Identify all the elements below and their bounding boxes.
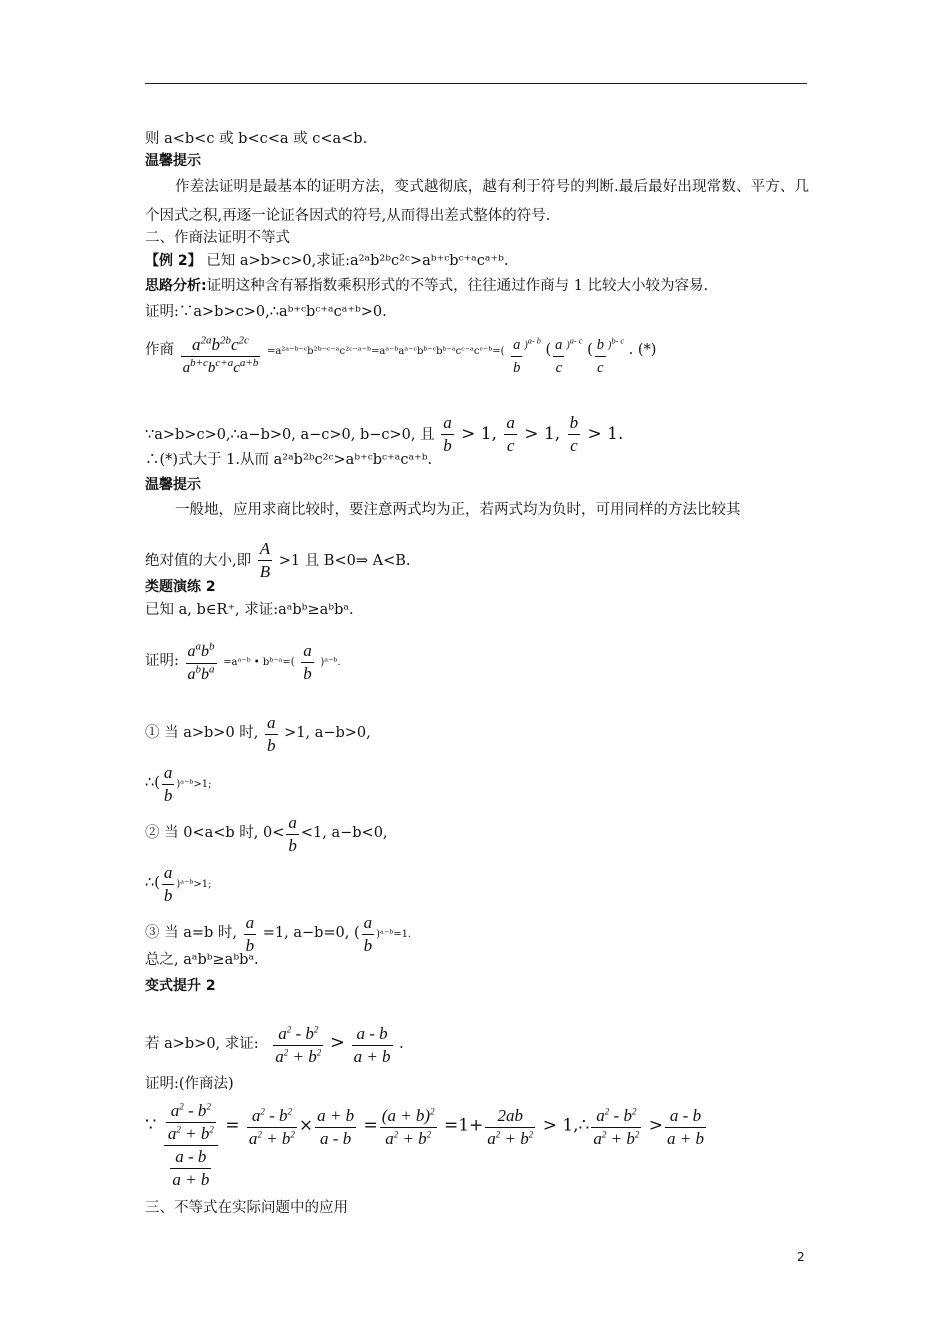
case-1-b: >1, a−b>0,: [284, 725, 371, 741]
example-text: 已知 a>b>c>0,求证:a²ᵃb²ᵇc²ᶜ>aᵇ⁺ᶜbᶜ⁺ᵃcᵃ⁺ᵇ.: [206, 253, 509, 269]
quotient-expansion: =a²ᵃ⁻ᵇ⁻ᶜb²ᵇ⁻ᶜ⁻ᵃc²ᶜ⁻ᵃ⁻ᵇ=aᵃ⁻ᵇaᵃ⁻ᶜbᵇ⁻ᶜbᵇ⁻ᵃcᶜ⁻ᵃcᶜ⁻ᵇ=(: [266, 346, 505, 357]
star-conclusion: ∴(*)式大于 1.从而 a²ᵃb²ᵇc²ᶜ>aᵇ⁺ᶜbᶜ⁺ᵃcᵃ⁺ᵇ.: [145, 452, 433, 468]
analysis-label: 思路分析:: [145, 278, 207, 294]
drill-proof-mid: =aᵃ⁻ᵇ • bᵇ⁻ᵃ=(: [223, 657, 295, 668]
frac-A-B: $\frac{A}{B}$: [259, 539, 271, 581]
section-heading: 二、作商法证明不等式: [145, 230, 290, 246]
frac-step3: $\frac{(a + b)^2}{a^2 + b^2}$: [381, 1106, 435, 1149]
case-3-b: =1, a−b=0, (: [262, 925, 360, 941]
frac-case2b: $\frac{a}{b}$: [163, 863, 173, 905]
compound-fraction: $\frac{\frac{a^2 - b^2}{a^2 + b^2}}{\frac{a - b}{a + b}}$: [164, 1100, 218, 1191]
tip-2-line-1: 一般地，应用求商比较时，要注意两式均为正，若两式均为负时，可用同样的方法比较其: [175, 502, 741, 518]
example-label: 【例 2】: [145, 253, 202, 269]
frac-case3b: $\frac{a}{b}$: [363, 913, 373, 955]
frac-a-over-b: $\frac{a}{b}$: [511, 334, 522, 379]
frac-case1b: $\frac{a}{b}$: [163, 763, 173, 805]
case-1: [145, 712, 371, 757]
frac-ab-ba: $\frac{a^ab^b}{a^bb^a}$: [187, 640, 215, 683]
frac-b-c: $\frac{b}{c}$: [569, 413, 579, 455]
frac-variant-right: $\frac{a - b}{a + b}$: [353, 1024, 391, 1066]
frac-case1: $\frac{a}{b}$: [267, 713, 276, 755]
variant-given-text: 若 a>b>0, 求证:: [145, 1036, 259, 1052]
tip-2-text-b: >1 且 B<0⇒ A<B.: [278, 553, 411, 569]
tip-2-text-a: 绝对值的大小,即: [145, 553, 252, 569]
case-3-c: )ᵃ⁻ᵇ=1.: [376, 929, 412, 940]
frac-step2: $\frac{a + b}{a - b}$: [317, 1106, 355, 1149]
case-2-conclusion: [145, 862, 212, 907]
case-1-c: ∴(: [145, 775, 160, 791]
frac-variant-left: $\frac{a^2 - b^2}{a^2 + b^2}$: [275, 1024, 322, 1066]
drill-proof-prefix: 证明:: [145, 653, 179, 669]
frac-a-b-2: $\frac{a}{b}$: [303, 641, 312, 683]
case-1-d: )ᵃ⁻ᵇ>1;: [176, 779, 212, 790]
quotient-prefix: 作商: [145, 342, 174, 358]
star-marker: . (*): [628, 342, 657, 358]
case-2-d: )ᵃ⁻ᵇ>1;: [176, 879, 212, 890]
frac-b-over-c: $\frac{b}{c}$: [595, 334, 606, 379]
frac-a-over-c: $\frac{a}{c}$: [553, 334, 564, 379]
analysis: [145, 276, 708, 296]
frac-a-b: $\frac{a}{b}$: [443, 413, 452, 455]
case-2: [145, 812, 388, 857]
tip-title-2: 温馨提示: [145, 477, 201, 493]
variant-derivation: ∵ $\frac{\frac{a^2 - b^2}{a^2 + b^2}}{\frac{a - b}{a + b}}$ = $\frac{a^2 - b^2}{a^2 + b^2}$ × $\frac{a + b}{a - b}$ = $\frac{(a + b)^2}{a^2 + b^2}$ =1+ $\frac{2ab}{a^2 + b^2}$ > 1,∴ $\frac{a^2 - b^2}{a^2 + b^2}$ > $\frac{a - b}{a + b}$: [145, 1101, 704, 1189]
case-1-conclusion: [145, 762, 212, 807]
analysis-text: 证明这种含有幂指数乘积形式的不等式，往往通过作商与 1 比较大小较为容易.: [206, 278, 709, 294]
frac-case2: $\frac{a}{b}$: [288, 813, 297, 855]
frac-step5: $\frac{a^2 - b^2}{a^2 + b^2}$: [593, 1106, 640, 1149]
drill-proof: [145, 640, 341, 686]
section-heading-3: 三、不等式在实际问题中的应用: [145, 1200, 348, 1216]
case-3-a: ③ 当 a=b 时,: [145, 925, 238, 941]
case-1-a: ① 当 a>b>0 时,: [145, 725, 259, 741]
quotient-fraction: $\frac{a^{2a}b^{2b}c^{2c}}{a^{b+c}b^{c+a}c^{a+b}}$: [182, 334, 259, 376]
text-line: 则 a<b<c 或 b<c<a 或 c<a<b.: [145, 131, 368, 147]
page-number: 2: [797, 1250, 805, 1264]
case-2-a: ② 当 0<a<b 时, 0<: [145, 825, 285, 841]
header-rule: [145, 83, 807, 84]
tip-paragraph: 作差法证明是最基本的证明方法，变式越彻底，越有利于符号的判断.最后最好出现常数、平方、几个因式之积,再逐一论证各因式的符号,从而得出差式整体的符号.: [145, 179, 809, 224]
example-2: [145, 251, 509, 271]
since-line: ∵a>b>c>0,∴a−b>0, a−c>0, b−c>0, 且 $\frac{a}{b}$ > 1, $\frac{a}{c}$ > 1, $\frac{b}{c}$ > 1.: [145, 413, 624, 455]
variant-proof: 证明:(作商法): [145, 1076, 234, 1092]
case-2-b: <1, a−b<0,: [300, 825, 388, 841]
frac-case3: $\frac{a}{b}$: [245, 913, 255, 955]
variant-given: 若 a>b>0, 求证: $\frac{a^2 - b^2}{a^2 + b^2}$ > $\frac{a - b}{a + b}$ .: [145, 1024, 404, 1066]
since-text: ∵a>b>c>0,∴a−b>0, a−c>0, b−c>0, 且: [145, 427, 435, 443]
quotient-line: 作商 $\frac{a^{2a}b^{2b}c^{2c}}{a^{b+c}b^{c+a}c^{a+b}}$ =a²ᵃ⁻ᵇ⁻ᶜb²ᵇ⁻ᶜ⁻ᵃc²ᶜ⁻ᵃ⁻ᵇ=aᵃ⁻ᵇaᵃ⁻ᶜbᵇ⁻ᶜbᵇ⁻ᵃcᶜ⁻ᵃcᶜ⁻ᵇ=( $\frac{a}{b}$ $^{)^{a- b}}$ ( $\frac{a}{c}$ $^{)^{a- c}}$ ( $\frac{b}{c}$ $^{)^{b- c}}$ . (*): [145, 334, 656, 379]
frac-a-c: $\frac{a}{c}$: [506, 413, 515, 455]
drill-title: 类题演练 2: [145, 579, 216, 595]
proof-line: 证明:∵a>b>c>0,∴aᵇ⁺ᶜbᶜ⁺ᵃcᵃ⁺ᵇ>0.: [145, 304, 387, 320]
frac-step4: $\frac{2ab}{a^2 + b^2}$: [487, 1106, 534, 1149]
tip-title: 温馨提示: [145, 153, 201, 169]
drill-conclusion: 总之, aᵃbᵇ≥aᵇbᵃ.: [145, 952, 259, 968]
variant-title: 变式提升 2: [145, 978, 216, 994]
frac-step1: $\frac{a^2 - b^2}{a^2 + b^2}$: [248, 1106, 295, 1149]
frac-step6: $\frac{a - b}{a + b}$: [667, 1106, 704, 1149]
drill-given: 已知 a, b∈R⁺, 求证:aᵃbᵇ≥aᵇbᵃ.: [145, 602, 354, 618]
case-2-c: ∴(: [145, 875, 160, 891]
drill-proof-end: )ᵃ⁻ᵇ.: [320, 657, 341, 668]
